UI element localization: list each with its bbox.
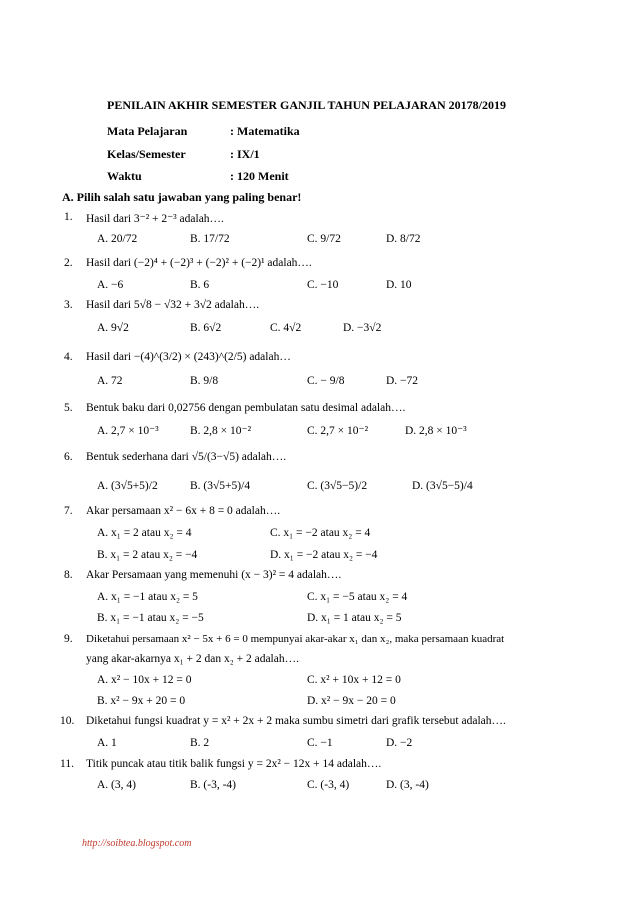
time-label: Waktu xyxy=(107,169,142,183)
class-value: : IX/1 xyxy=(230,147,260,161)
option-d: D. 2,8 × 10⁻³ xyxy=(405,425,467,437)
option-b: B. 2,8 × 10⁻² xyxy=(190,425,252,437)
option-d: D. (3√5−5)/4 xyxy=(412,480,473,492)
subject-label: Mata Pelajaran xyxy=(107,124,188,138)
option-c: C. (-3, 4) xyxy=(307,779,350,791)
option-d: D. −72 xyxy=(386,375,419,387)
option-b: B. x₁ = 2 atau x₂ = −4 xyxy=(97,549,198,561)
question-number: 10. xyxy=(60,715,75,727)
option-b: B. (-3, -4) xyxy=(190,779,236,791)
question-number: 1. xyxy=(64,211,73,223)
question-text: Diketahui fungsi kuadrat y = x² + 2x + 2 maka sumbu simetri dari grafik tersebut adalah…. xyxy=(86,715,506,727)
option-b: B. x₁ = −1 atau x₂ = −5 xyxy=(97,612,204,624)
question-number: 11. xyxy=(60,758,74,770)
option-d: D. x₁ = −2 atau x₂ = −4 xyxy=(270,549,378,561)
question-number: 5. xyxy=(64,402,73,414)
option-a: A. (3, 4) xyxy=(97,779,136,791)
class-label: Kelas/Semester xyxy=(107,147,186,161)
option-b: B. 2 xyxy=(190,737,210,749)
question-text: Akar persamaan x² − 6x + 8 = 0 adalah…. xyxy=(86,505,281,517)
question-number: 6. xyxy=(64,451,73,463)
option-c: C. −1 xyxy=(307,737,333,749)
question-text: Hasil dari 5√8 − √32 + 3√2 adalah…. xyxy=(86,299,260,311)
option-a: A. x₁ = 2 atau x₂ = 4 xyxy=(97,527,192,539)
option-a: A. x₁ = −1 atau x₂ = 5 xyxy=(97,591,198,603)
question-text-continued: yang akar-akarnya x₁ + 2 dan x₂ + 2 adalah…. xyxy=(86,653,299,665)
option-c: C. − 9/8 xyxy=(307,375,345,387)
question-text: Diketahui persamaan x² − 5x + 6 = 0 mempunyai akar-akar x₁ dan x₂, maka persamaan kuadrat xyxy=(86,633,505,645)
option-a: A. x² − 10x + 12 = 0 xyxy=(97,674,192,686)
option-a: A. 1 xyxy=(97,737,117,749)
option-d: D. −3√2 xyxy=(343,322,382,334)
option-c: C. 2,7 × 10⁻² xyxy=(307,425,369,437)
question-text: Hasil dari 3⁻² + 2⁻³ adalah…. xyxy=(86,213,224,225)
exam-title: PENILAIN AKHIR SEMESTER GANJIL TAHUN PELAJARAN 20178/2019 xyxy=(107,98,506,112)
question-number: 9. xyxy=(64,633,73,645)
option-d: D. x² − 9x − 20 = 0 xyxy=(307,695,396,707)
question-number: 4. xyxy=(64,351,73,363)
option-c: C. x₁ = −5 atau x₂ = 4 xyxy=(307,591,408,603)
option-d: D. x₁ = 1 atau x₂ = 5 xyxy=(307,612,402,624)
footer-link[interactable]: http://soibtea.blogspot.com xyxy=(82,838,192,849)
question-number: 2. xyxy=(64,257,73,269)
option-b: B. 6 xyxy=(190,279,210,291)
question-number: 3. xyxy=(64,299,73,311)
option-a: A. −6 xyxy=(97,279,124,291)
question-text: Bentuk baku dari 0,02756 dengan pembulatan satu desimal adalah…. xyxy=(86,402,406,414)
question-text: Titik puncak atau titik balik fungsi y = 2x² − 12x + 14 adalah…. xyxy=(86,758,382,770)
question-number: 7. xyxy=(64,505,73,517)
option-a: A. 20/72 xyxy=(97,233,138,245)
option-b: B. x² − 9x + 20 = 0 xyxy=(97,695,186,707)
option-c: C. 9/72 xyxy=(307,233,341,245)
option-b: B. 6√2 xyxy=(190,322,222,334)
option-d: D. 10 xyxy=(386,279,412,291)
option-a: A. 9√2 xyxy=(97,322,129,334)
option-b: B. 9/8 xyxy=(190,375,219,387)
option-c: C. x² + 10x + 12 = 0 xyxy=(307,674,401,686)
question-number: 8. xyxy=(64,569,73,581)
option-b: B. 17/72 xyxy=(190,233,230,245)
time-value: : 120 Menit xyxy=(230,169,289,183)
option-b: B. (3√5+5)/4 xyxy=(190,480,251,492)
option-a: A. (3√5+5)/2 xyxy=(97,480,158,492)
question-text: Hasil dari (−2)⁴ + (−2)³ + (−2)² + (−2)¹ adalah…. xyxy=(86,257,312,269)
option-a: A. 72 xyxy=(97,375,123,387)
option-c: C. (3√5−5)/2 xyxy=(307,480,368,492)
option-d: D. −2 xyxy=(386,737,413,749)
option-d: D. (3, -4) xyxy=(386,779,429,791)
option-c: C. 4√2 xyxy=(270,322,302,334)
option-c: C. −10 xyxy=(307,279,339,291)
option-a: A. 2,7 × 10⁻³ xyxy=(97,425,159,437)
option-c: C. x₁ = −2 atau x₂ = 4 xyxy=(270,527,371,539)
option-d: D. 8/72 xyxy=(386,233,421,245)
question-text: Akar Persamaan yang memenuhi (x − 3)² = 4 adalah…. xyxy=(86,569,342,581)
section-a-title: A. Pilih salah satu jawaban yang paling benar! xyxy=(62,190,302,204)
question-text: Hasil dari −(4)^(3/2) × (243)^(2/5) adalah… xyxy=(86,351,291,363)
subject-value: : Matematika xyxy=(230,124,300,138)
question-text: Bentuk sederhana dari √5/(3−√5) adalah…. xyxy=(86,451,287,463)
